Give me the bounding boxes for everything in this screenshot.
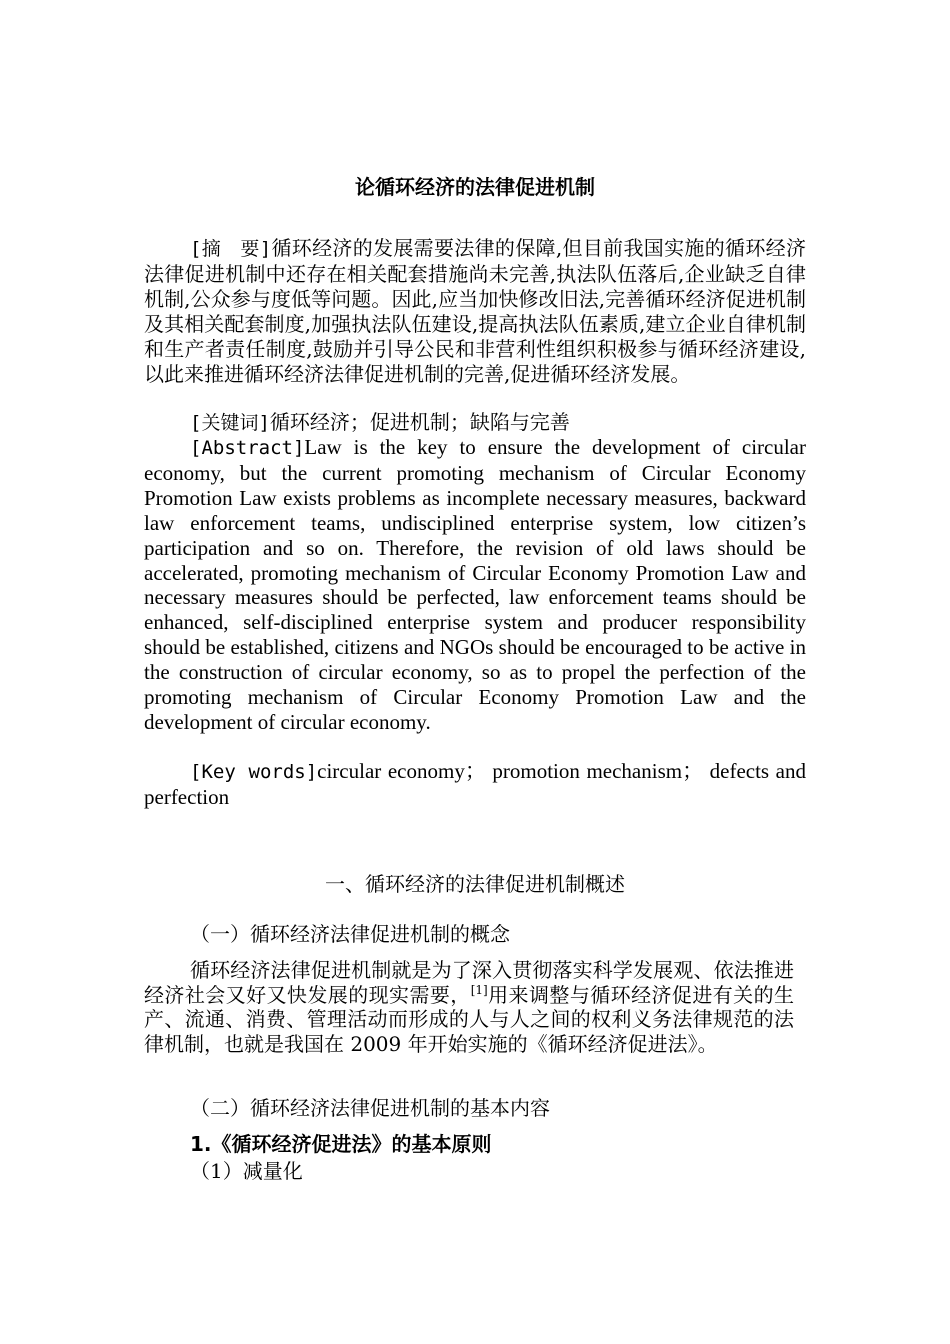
section-heading: 一、循环经济的法律促进机制概述 bbox=[325, 872, 625, 896]
subsection-heading-concept: （一）循环经济法律促进机制的概念 bbox=[190, 922, 510, 946]
abstract-zh-text: 循环经济的发展需要法律的保障,但目前我国实施的循环经济法律促进机制中还存在相关配套措施尚未完善,执法队伍落后,企业缺乏自律机制,公众参与度低等问题。因此,应当加快修改旧法,完善循环经济促进机制及其相关配套制度,加强执法队伍建设,提高执法队伍素质,建立企业自律机制和生产者责任制度,鼓励并引导公民和非营利性组织积极参与循环经济建设,以此来推进循环经济法律促进机制的完善,促进循环经济发展。 bbox=[144, 236, 806, 386]
keywords-en bbox=[144, 759, 806, 810]
concept-text-part2: 用来调整与循环经济促进有关的生产、流通、消费、管理活动而形成的人与人之间的权利义务法律规范的法律机制，也就是我国在 2009 年开始实施的《循环经济促进法》。 bbox=[144, 982, 795, 1056]
principle-item-reduction: （1）减量化 bbox=[190, 1159, 303, 1183]
principles-heading: 1.《循环经济促进法》的基本原则 bbox=[190, 1132, 492, 1156]
abstract-en bbox=[144, 435, 806, 735]
abstract-zh-label: [摘 要] bbox=[190, 238, 272, 260]
keywords-zh-label: [关键词] bbox=[190, 412, 270, 434]
keywords-zh bbox=[144, 410, 806, 436]
document-title: 论循环经济的法律促进机制 bbox=[355, 175, 595, 199]
abstract-zh bbox=[144, 236, 806, 386]
keywords-en-label: [Key words] bbox=[190, 761, 318, 783]
keywords-zh-text: 循环经济；促进机制；缺陷与完善 bbox=[269, 410, 570, 434]
citation-ref: [1] bbox=[470, 982, 488, 997]
abstract-en-label: [Abstract] bbox=[190, 437, 305, 459]
abstract-en-text: Law is the key to ensure the development of circular economy, but the current promoting mechanism of Circular Economy Promotion Law exists problems as incomplete necessary measures, backward law enforcement teams, undisciplined enterprise system, low citizen’s participation and so on. Therefore, the revision of old laws should be accelerated, promoting mechanism of Circular Economy Promotion Law and necessary measures should be perfected, law enforcement teams should be enhanced, self-disciplined enterprise system and producer responsibility should be established, citizens and NGOs should be encouraged to be active in the construction of circular economy, so as to propel the perfection of the promoting mechanism of Circular Economy Promotion Law and the development of circular economy. bbox=[144, 435, 806, 734]
concept-text-part1: 循环经济法律促进机制就是为了深入贯彻落实科学发展观、依法推进经济社会又好又快发展的现实需要， bbox=[144, 958, 794, 1007]
concept-paragraph bbox=[144, 958, 794, 1056]
keywords-en-text: circular economy； promotion mechanism； defects and perfection bbox=[144, 759, 806, 809]
subsection-heading-content: （二）循环经济法律促进机制的基本内容 bbox=[190, 1096, 550, 1120]
